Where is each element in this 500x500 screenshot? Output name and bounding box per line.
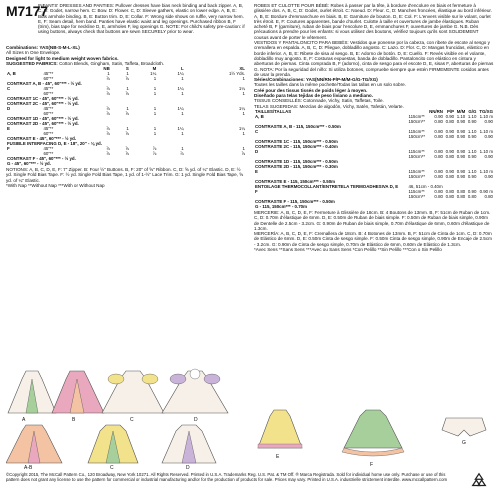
yardage-value: 1 [153, 126, 157, 132]
label-c: C [130, 417, 134, 423]
yardage-row-label: ENTOILAGE THERMOCOLLANT/ENTRETELA TERMOADHESIVA D, E [255, 183, 399, 189]
yardage-value: 0.80 [434, 153, 443, 159]
yardage-value: 1 [153, 111, 157, 117]
dress-ab-back-illustration [6, 425, 62, 463]
size-col-header: NB [103, 66, 110, 72]
yardage-value: 1 [153, 106, 157, 112]
english-column [6, 45, 246, 188]
notions-en: NOTIONS: A, B, C, D, E, F: 7" Zipper. B: Four ½" Buttons. B, F: 20" of ⅝" Ribbon. C, D: ⅝ yd. of ¼" Elastic. D, E: ½ yd. Single Fold Bias Tape. F: ½ yd. Single Fold Bias Tape, 1 yd. of 1-½" Lace Trim. G: 1 yd. Single Fold Bias Tape, ⅝ yd. of ¼" Elastic. [6, 167, 244, 183]
label-ab: A-B [24, 465, 33, 471]
label-d-back: D [186, 465, 190, 471]
fabric-width: 150cm** [408, 193, 426, 199]
fabric-width: 60"** [43, 131, 54, 137]
yardage-value: 0.80 [445, 188, 455, 194]
merceria: MERCERÍA: A, B, C, D, E, F: Cremallera de 18cm. B: 4 Botones de 13mm. B, F: 51cm de Cinta de 1cm. C, D: 0.70m de Elástico de 6mm. D, E: 0.50m Cinta de sesgo simple. F: 0.50m Cinta de sesgo simple, 0.90m de Encaje de 2.5cm - 3.2cm. G: 0.90m de Cinta de sesgo simple, 0.70m de Elástico de 6mm, 0.60m de Elástico de 1.3cm. [254, 231, 492, 247]
yardage-value: ⅞ [106, 86, 110, 92]
fabric-width: 150cm** [408, 153, 426, 159]
yardage-value: 1 [153, 76, 157, 82]
yardage-value: 0.80 [445, 173, 455, 179]
size-col-header: TG/XG [479, 108, 493, 114]
yardage-row-label: CONTRASTE F - 115, 150cm*** - 0.50m [255, 198, 335, 204]
yardage-row-label: A, B [7, 71, 16, 77]
all-sizes-en: All Sizes In One Envelope. [6, 50, 61, 56]
fabric-width: 115cm** [408, 188, 425, 194]
label-d: D [194, 417, 198, 423]
yardage-value: ⅞ [106, 146, 110, 152]
es-intro: VESTIDOS Y PANTALONCITO PARA BEBÉS: Vestidos que ponense por la cabeza, con ribete de escote al sesgo y cremallera en espalda. A, B, C, D: Pliegue, dobladillo angosto. C: Lazo. D: Flor. C, D: Mangas fruncidas, elástico en borde inferior. A, B, E: Ribete de sisa al sesgo. B, E: Adorno de botón. D, E: Cuello. F: Revés visible en el volante, dobladillo muy angosto. E, F: Costuras expuestas, banda de dobladillo. Pantaloncito con elástico en cintura y aberturas de piernas. Cinta comprada B, F (adorno), cinta de sesgo para el escote D, E, sisas F, aberturas de piernas G. NOTA: Por la seguridad del niño: Si utiliza botones, compruebe siempre que estén FIRMEMENTE cosidos antes de usar la prenda. [254, 40, 494, 77]
yardage-value: 0.80 [445, 118, 455, 124]
yardage-value: 0.90 [456, 168, 466, 174]
yardage-row [254, 204, 494, 209]
fabric-width: 45"** [43, 126, 54, 132]
yardage-row-label: CONTRAST A, B - 45", 60"*** - ½ yd. [7, 81, 82, 87]
yardage-value: 0.90 [484, 153, 493, 159]
yardage-value: 0.80 [434, 133, 443, 139]
yardage-row-label: E [255, 168, 258, 174]
fabric-width: 45"** [43, 71, 54, 77]
yardage-value: 0.90 [456, 128, 466, 134]
yardage-value: 0.80 [484, 193, 493, 199]
nap-key-en: *With Nap **Without Nap ***With or Without Nap [6, 183, 105, 189]
yardage-value: ⅞ [106, 76, 110, 82]
copyright-footer: ©Copyright 2015, The McCall Pattern Co., 120 Broadway, New York 10271. All Rights Reserved. Printed in U.S.A. Trademarks Reg. U.S. Pat. & TM Off. ® Marca Registrada. Sold for individual home use only. Purchase or use of this pattern does not grant any license to use the pattern for commercial or industrial manufacturing and/or for the production of products for sale. Prices may vary. Printed in U.S.A. industrielle strictement interdite. www.mccallpattern.com [6, 472, 448, 482]
fabrics-es: TELAS SUGERIDAS: Mezclas de algodón, Vichy, Satén, Tafetán, Velarte. [254, 103, 404, 109]
yardage-row-label: CONTRASTE 1C - 115, 150cm*** - 0.50m [255, 138, 338, 144]
all-sizes-fr-es: Toutes les tailles dans la même pochette/Todas las tallas en un solo sobre. [254, 82, 406, 88]
size-col-header: S [125, 66, 129, 72]
yardage-value: 1¼ [177, 126, 184, 132]
yardage-table-en [6, 66, 246, 166]
dress-b-illustration [52, 371, 104, 413]
yardage-value: 0.90 [467, 133, 477, 139]
fabric-width: 46, 51cm - 0.40m [408, 183, 443, 189]
dress-c-illustration [102, 371, 164, 413]
yardage-table-fr-es [254, 109, 494, 209]
fabric-width: 115cm** [408, 128, 425, 134]
fabric-width: 115cm** [408, 168, 425, 174]
yardage-value: 0.90 [445, 168, 455, 174]
yardage-row-label: CONTRAST 2C - 45", 60"*** - ½ yd. [7, 101, 79, 107]
size-header-label: TAILLES/TALLAS [255, 108, 292, 114]
size-col-header: NN/RN [429, 108, 443, 114]
yardage-value: 0.90 [484, 173, 493, 179]
yardage-row-label: CONTRASTE A, B - 115, 150cm*** - 0.50m [255, 123, 341, 129]
fabric-width: 150cm** [408, 118, 426, 124]
yardage-value: 0.80 [434, 148, 443, 154]
yardage-row-label: D [7, 106, 11, 112]
yardage-value: 0.90 [467, 118, 477, 124]
yardage-value: 1.10 [467, 113, 477, 119]
yardage-value: 1 [126, 106, 129, 112]
size-col-header: G/G [468, 108, 477, 114]
yardage-row [6, 161, 246, 166]
yardage-value: 1.10 m [479, 148, 493, 154]
yardage-value: 1 [242, 131, 245, 137]
dress-e-illustration [258, 410, 302, 448]
fabric-width: 115cm** [408, 148, 425, 154]
yardage-value: 1.10 m [479, 128, 493, 134]
yardage-value: 1 [181, 76, 184, 82]
mercerie: MERCERIE: A, B, C, D, E, F: Fermeture à Glissière de 18cm. B: 4 Boutons de 13mm. B, F: 51cm de Ruban de 1cm. C, D: 0.70m d'élastique de 6mm. D, E: 0.50m de Ruban de biais simple. F: 0.50m de Ruban de biais simple, 0.90m de Dentelle de 2.5cm - 3.2cm. G: 0.90m de Ruban de biais simple, 0.70m d'élastique de 6mm, 0.60m d'élastique de 1.3cm. [254, 209, 491, 231]
yardage-value: ⅞ [179, 151, 184, 157]
yardage-value: 1¼ [238, 86, 245, 92]
yardage-value: ⅞ [125, 146, 129, 152]
yardage-row-label: C [7, 86, 11, 92]
yardage-value: ⅞ [152, 146, 157, 152]
yardage-value: 0.90 [456, 153, 466, 159]
size-col-header: XL [239, 66, 245, 72]
fabric-width: 60"** [43, 151, 54, 157]
yardage-row-label: C [255, 128, 259, 134]
label-b: B [72, 417, 76, 423]
yardage-value: 0.80 [445, 193, 455, 199]
yardage-row-label: G - 45", 60"*** - ½ yd. [7, 161, 51, 167]
yardage-value: 0.80 [434, 128, 443, 134]
dress-a-illustration [8, 371, 56, 413]
yardage-value: ⅞ [125, 111, 129, 117]
yardage-value: ⅞ [106, 131, 110, 137]
yardage-value: 1 [242, 111, 245, 117]
fabric-width: 150cm** [408, 133, 426, 139]
yardage-value: 1 [181, 111, 184, 117]
dress-d-back-illustration [162, 425, 216, 463]
yardage-value: 1¼ [150, 71, 157, 77]
yardage-value: ⅞ [125, 131, 129, 137]
fr-intro: ROBES ET CULOTTE POUR BÉBÉ: Robes à passer par la tête, à bordure d'encolure en biais et fermeture à glissière dos. A, B, C, D: Godet, ourlet étroit. C: Noeud. D: Fleur. C, D: Manches froncées, élastique au bord inférieur. A, B, E: Bordure d'emmanchure en biais. B, E: Garniture de bouton. D, E: Col. F: L'envers visible sur le volant, ourlet très étroit. E, F: Coutures apparentes, bande d'ourlet. Culotte à taille et ouvertures de jambe élastiques. Ruban acheté B, F (garniture), ruban de biais pour l'encolure D, E, emmanchures F, ouvertures de jambe G. N.B. Dès précautions à prendre pour les enfants: si vous utilisez des boutons, vérifiez toujours qu'ils sont SOLIDEMENT cousus avant de porter le vêtement. [254, 3, 492, 40]
yardage-row-label: CONTRAST E - 45", 60"*** - ½ yd. [7, 136, 77, 142]
yardage-value: ⅞ [106, 106, 110, 112]
fabrics-fr: TISSUS CONSEILLÉS: Cotonnade, Vichy, Satin, Taffetas, Toile. [254, 98, 384, 104]
label-f: F [370, 462, 374, 468]
size-col-header: P/P [447, 108, 455, 114]
yardage-value: 1 [181, 131, 184, 137]
label-c-back: C [110, 465, 114, 471]
nap-key-fr-es: *Avec Sens **Sans Sens ***Avec ou Sans Sens *Con Pelillo **Sin Pelillo ***Con o Sin Pelillo [254, 247, 442, 253]
combinations-en: Combinations: YAS(NB-S-M-L-XL) [6, 45, 80, 50]
yardage-row-label: FUSIBLE INTERFACING D, E - 18", 20" - ⅛ yd. [7, 141, 102, 147]
yardage-value: ⅞ [106, 91, 110, 97]
yardage-value: ⅞ [152, 151, 157, 157]
yardage-value: 0.80 [434, 188, 443, 194]
yardage-row-label: A, B [255, 113, 264, 119]
yardage-value: ⅞ [106, 126, 110, 132]
yardage-value: 1 [242, 146, 245, 152]
yardage-value: 1¼ [238, 106, 245, 112]
yardage-value: 0.90 [467, 173, 477, 179]
series-fr-es: Séries/Combinaciones: YAS(NN/RN-P/P-M/M-G/G-TG/XG) [254, 77, 378, 83]
label-a: A [22, 417, 26, 423]
label-g: G [462, 440, 466, 446]
yardage-row-label: CONTRASTE 2D - 115, 150cm*** - 0.30m [255, 163, 338, 169]
yardage-value: 1 [153, 86, 157, 92]
yardage-value: 1 [153, 91, 157, 97]
yardage-row-label: CONTRAST 1C - 45", 60"*** - ½ yd. [7, 96, 79, 102]
yardage-value: 1½ Yds. [228, 71, 245, 77]
size-col-header: M/M [456, 108, 466, 114]
yardage-value: 1.10 m [479, 168, 493, 174]
yardage-value: ⅞ [241, 151, 245, 157]
yardage-row-label: F [255, 188, 258, 194]
yardage-value: 0.90 [467, 153, 477, 159]
dress-f-illustration [342, 410, 404, 456]
yardage-value: ⅞ [125, 151, 129, 157]
yardage-value: 0.90 [445, 113, 455, 119]
yardage-value: 1¼ [177, 86, 184, 92]
fr-es-column [254, 3, 494, 252]
yardage-value: 0.90 [456, 148, 466, 154]
yardage-value: 1.10 [467, 128, 477, 134]
yardage-value: 0.80 [445, 153, 455, 159]
yardage-value: 0.90 [445, 128, 455, 134]
panties-g-illustration [442, 418, 486, 436]
dress-c-back-illustration [88, 425, 138, 463]
yardage-value: 0.80 [434, 173, 443, 179]
yardage-value: ⅞ [125, 76, 129, 82]
garment-illustrations-right [256, 408, 496, 470]
yardage-value: ⅞ [125, 91, 129, 97]
yardage-value: 1¼ [177, 71, 184, 77]
designed-es: Diseñado para telas tejidas de peso liviano a mediano. [254, 93, 373, 99]
yardage-value: 0.90 [484, 133, 493, 139]
yardage-value: ⅞ [106, 111, 110, 117]
yardage-value: 0.80 [434, 118, 443, 124]
yardage-value: 1.10 m [479, 113, 493, 119]
yardage-value: 1.10 [456, 113, 466, 119]
yardage-value: 1¼ [238, 126, 245, 132]
yardage-value: 1 [107, 71, 110, 77]
yardage-row-label: CONTRAST 2D - 45", 60"*** - ½ yd. [7, 121, 79, 127]
yardage-value: 0.90 [456, 173, 466, 179]
yardage-row-label: CONTRASTE 1D - 115, 150cm*** - 0.50m [255, 158, 338, 164]
yardage-value: 0.80 [467, 193, 477, 199]
yardage-row-label: CONTRASTE 2C - 115, 150cm*** - 0.40m [255, 143, 338, 149]
fabrics-en: SUGGESTED FABRICS: Cotton Blends, Gingham, Satin, Taffeta, Broadcloth. [6, 60, 165, 66]
pattern-number: M7177 [6, 3, 48, 19]
intro-en [38, 3, 246, 35]
yardage-value: 1 [181, 146, 184, 152]
yardage-value: 0.80 [434, 168, 443, 174]
recycle-icon [470, 472, 488, 490]
yardage-value: 0.90 [456, 118, 466, 124]
yardage-row-label: E [7, 126, 10, 132]
label-e: E [276, 454, 280, 460]
fabric-width: 45"** [43, 106, 54, 112]
yardage-value: 1.10 [467, 148, 477, 154]
fabric-width: 45"** [43, 146, 54, 152]
yardage-value: 1 [126, 86, 129, 92]
yardage-value: 0.90 [445, 148, 455, 154]
designed-en: Designed for light to medium weight woven fabrics. [6, 55, 119, 61]
fabric-width: 60"** [43, 91, 54, 97]
designed-fr: Créé pour des tissus tissés de poids léger à moyen. [254, 87, 368, 93]
yardage-value: 1 [181, 91, 184, 97]
yardage-value: 0.80 [445, 133, 455, 139]
yardage-value: 1 [153, 131, 157, 137]
yardage-value: 0.90 [456, 133, 466, 139]
yardage-value: 0.80 [456, 188, 466, 194]
dress-d-illustration [162, 369, 228, 413]
yardage-value: 0.80 [434, 193, 443, 199]
yardage-row-label: G - 115, 150cm*** - 0.70m [255, 203, 307, 209]
fabric-width: 115cm** [408, 113, 425, 119]
yardage-value: 0.80 [456, 193, 466, 199]
yardage-value: 1¼ [177, 106, 184, 112]
size-col-header: L [180, 66, 184, 72]
yardage-value: 0.90 m [479, 188, 493, 194]
yardage-value: 1 [242, 91, 245, 97]
intro-en-text: INFANTS' DRESSES AND PANTIES: Pullover dresses have bias neck binding and back zipper. A, B, C, D: Godet, narrow hem. C: Bow. D: Flower. C, D: Sleeve gathers, elastic on lower edge. A, B, E: Bias armhole binding. B, E: Button trim. D, E: Collar. F: Wrong side shows on ruffle, very narrow hem. E, F: Seam detail, hem band. Panties have elastic waist and leg openings. Purchased ribbon B, F (trim), bias tape for neckline D, E, armholes F, leg openings G. NOTE: For child's safety pre-caution: if using buttons, always check that buttons are sewn SECURELY prior to wear. [38, 3, 245, 35]
fabric-width: 60"** [43, 76, 54, 82]
yardage-row-label: CONTRAST 1D - 45", 60"*** - ½ yd. [7, 116, 79, 122]
yardage-row-label: CONTRASTE E - 115, 150cm*** - 0.50m [255, 178, 336, 184]
fabric-width: 60"** [43, 111, 54, 117]
yardage-row-label: D [255, 148, 259, 154]
yardage-row-label: CONTRAST F - 45", 60"*** - ½ yd. [7, 156, 76, 162]
yardage-value: 1 [126, 126, 129, 132]
yardage-value: 0.90 [484, 118, 493, 124]
yardage-value: 1 [126, 71, 129, 77]
yardage-value: 1.10 [467, 168, 477, 174]
yardage-value: 0.90 [434, 113, 443, 119]
yardage-row-label: F [7, 146, 10, 152]
garment-illustrations-left [6, 365, 246, 470]
fabric-width: 45"** [43, 86, 54, 92]
yardage-value: 1 [242, 76, 245, 82]
yardage-value: ⅞ [106, 151, 110, 157]
size-col-header: M [152, 66, 157, 72]
yardage-value: 0.90 [467, 188, 477, 194]
fabric-width: 150cm** [408, 173, 426, 179]
